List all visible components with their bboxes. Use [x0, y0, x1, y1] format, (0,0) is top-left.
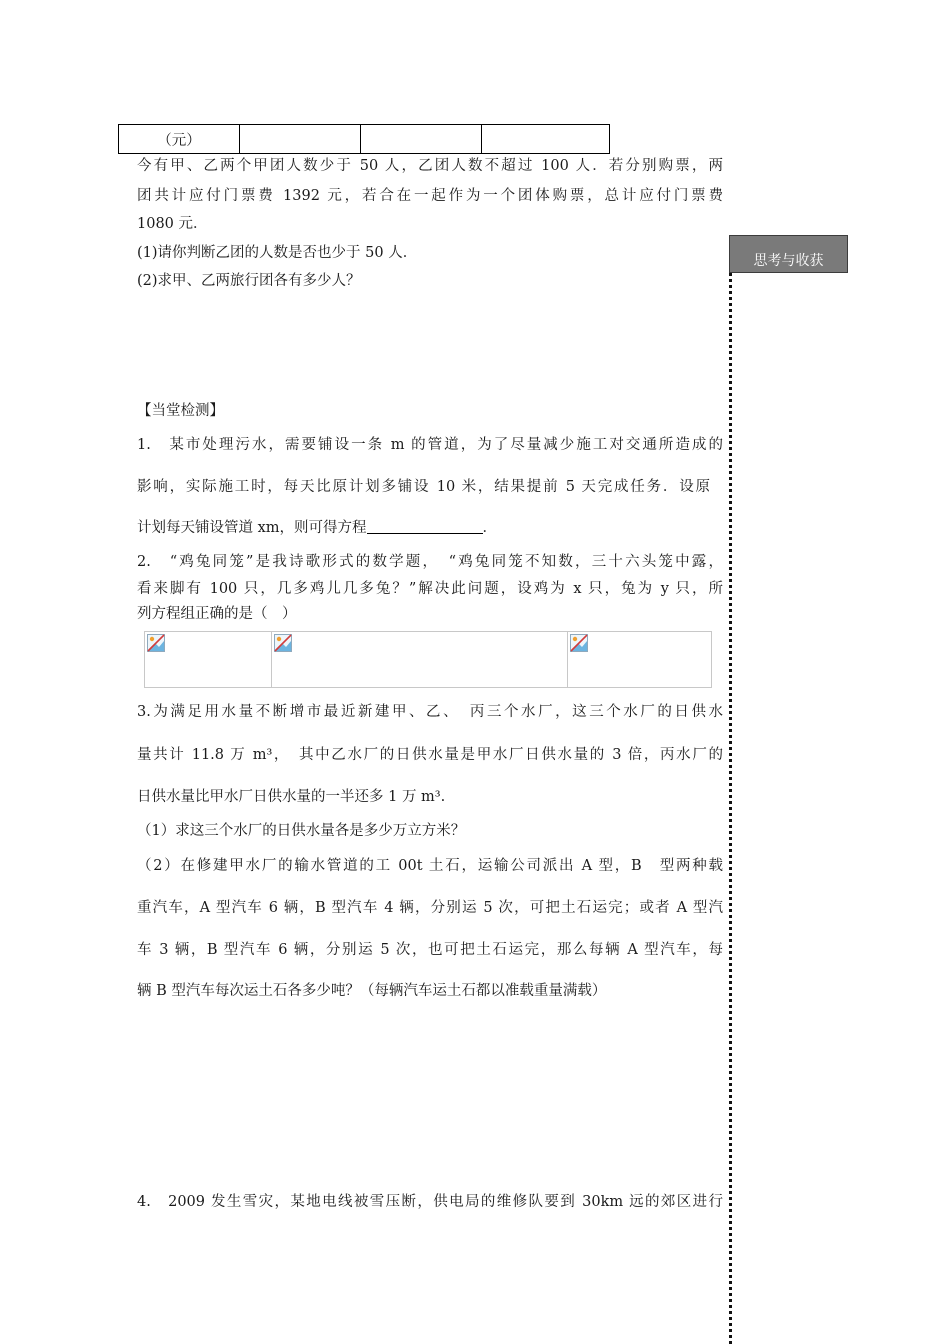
price-table-fragment	[118, 124, 610, 154]
problem-4-line-1: 4. 2009 发生雪灾，某地电线被雪压断，供电局的维修队要到 30km 远的郊区进行	[137, 1194, 723, 1210]
column-divider	[567, 632, 568, 687]
problem-1-line-3-text: 计划每天铺设管道 xm，则可得方程	[137, 520, 367, 536]
problem-2-line-3: 列方程组正确的是（ ）	[137, 606, 297, 622]
table-cell-text: （元）	[157, 132, 201, 149]
intro-line-2: 团共计应付门票费 1392 元，若合在一起作为一个团体购票，总计应付门票费	[137, 188, 723, 204]
column-divider	[271, 632, 272, 687]
table-cell	[482, 125, 609, 153]
broken-image-icon	[274, 634, 292, 652]
answer-blank[interactable]	[367, 519, 483, 534]
answer-options-images	[144, 631, 712, 688]
table-cell	[119, 125, 240, 153]
sidebar-title: 思考与收获	[753, 253, 824, 269]
section-title: 【当堂检测】	[137, 403, 224, 419]
intro-line-1: 今有甲、乙两个甲团人数少于 50 人，乙团人数不超过 100 人．若分别购票，两	[137, 158, 723, 174]
problem-3-question-2-line-2: 重汽车，A 型汽车 6 辆，B 型汽车 4 辆，分别运 5 次，可把土石运完；或者 A 型汽	[137, 900, 723, 916]
table-cell	[240, 125, 361, 153]
intro-question-2: (2)求甲、乙两旅行团各有多少人？	[137, 273, 361, 289]
broken-image-icon	[570, 634, 588, 652]
problem-2-line-1: 2. “鸡兔同笼”是我诗歌形式的数学题， “鸡兔同笼不知数，三十六头笼中露，	[137, 554, 723, 570]
intro-line-3: 1080 元．	[137, 216, 208, 232]
problem-2-line-2: 看来脚有 100 只，几多鸡儿几多兔？”解决此问题，设鸡为 x 只，兔为 y 只，所	[137, 581, 723, 597]
broken-image-icon	[147, 634, 165, 652]
problem-3-question-2-line-3: 车 3 辆，B 型汽车 6 辆，分别运 5 次，也可把土石运完，那么每辆 A 型汽车，每	[137, 942, 723, 958]
problem-1-line-2: 影响，实际施工时，每天比原计划多铺设 10 米，结果提前 5 天完成任务．设原	[137, 479, 710, 495]
table-cell	[361, 125, 482, 153]
problem-3-question-1: （1）求这三个水厂的日供水量各是多少万立方米？	[137, 823, 466, 839]
problem-3-line-3: 日供水量比甲水厂日供水量的一半还多 1 万 m³.	[137, 789, 446, 805]
problem-1-line-3	[137, 516, 497, 537]
problem-3-line-2: 量共计 11.8 万 m³， 其中乙水厂的日供水量是甲水厂日供水量的 3 倍，丙水厂的	[137, 747, 723, 763]
problem-1-line-1: 1. 某市处理污水，需要铺设一条 m 的管道，为了尽量减少施工对交通所造成的	[137, 437, 723, 453]
problem-3-question-2-line-4: 辆 B 型汽车每次运土石各多少吨？（每辆汽车运土石都以准载重量满载）	[137, 983, 607, 999]
sidebar-reflection-box	[729, 235, 848, 273]
sidebar-dotted-divider	[729, 273, 732, 1344]
intro-question-1: (1)请你判断乙团的人数是否也少于 50 人．	[137, 245, 418, 261]
problem-3-line-1: 3.为满足用水量不断增市最近新建甲、乙、 丙三个水厂，这三个水厂的日供水	[137, 704, 723, 720]
problem-3-question-2-line-1: （2）在修建甲水厂的输水管道的工 00t 土石，运输公司派出 A 型，B 型两种载	[137, 858, 723, 874]
problem-1-line-3-end: ．	[482, 520, 498, 536]
